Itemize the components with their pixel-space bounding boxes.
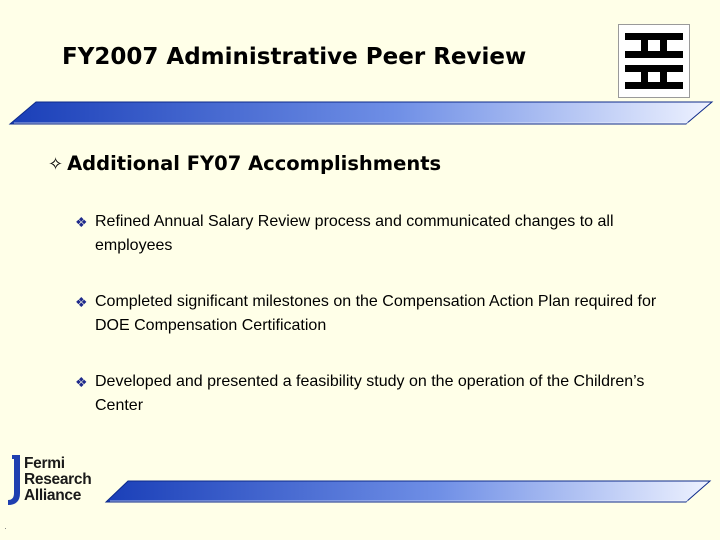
corner-mark [5, 528, 6, 529]
bullet-text: Refined Annual Salary Review process and communicated changes to all employees [95, 213, 614, 254]
list-item [75, 290, 675, 338]
section-heading [48, 152, 441, 175]
heading-marker-icon: ✧ [48, 154, 64, 175]
footer-logo-text [24, 456, 91, 504]
bullet-text: Completed significant milestones on the Compensation Action Plan required for DOE Compensation Certification [95, 293, 657, 334]
list-item [75, 370, 675, 418]
slide-title: FY2007 Administrative Peer Review [62, 44, 527, 70]
bullet-marker-icon: ❖ [75, 374, 88, 390]
footer-logo-line: Alliance [24, 487, 82, 504]
bullet-marker-icon: ❖ [75, 214, 88, 230]
bullet-marker-icon: ❖ [75, 294, 88, 310]
footer-divider-bar [100, 477, 715, 507]
fermilab-logo-icon [618, 24, 690, 98]
footer-logo-line: Research [24, 471, 92, 488]
section-heading-text: Additional FY07 Accomplishments [67, 152, 442, 175]
bullet-text: Developed and presented a feasibility study on the operation of the Children’s Center [95, 373, 645, 414]
footer-logo-line: Fermi [24, 455, 65, 472]
header-divider-bar [0, 98, 720, 130]
accomplishments-list [75, 210, 675, 418]
list-item [75, 210, 675, 258]
